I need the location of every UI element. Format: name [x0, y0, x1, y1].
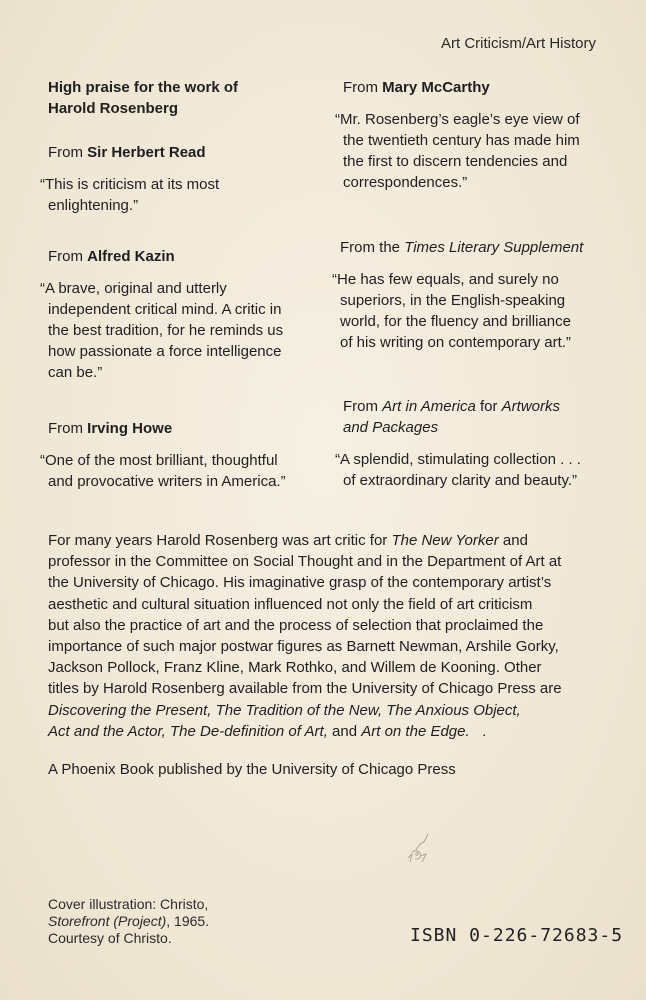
- source-name: Times Literary Supplement: [404, 239, 584, 256]
- from-label: From: [48, 420, 88, 437]
- praise-heading: [48, 77, 318, 119]
- bio-line: Jackson Pollock, Franz Kline, Mark Rothko, and Willem de Kooning. Other: [48, 659, 542, 677]
- blurb-quote: [335, 109, 613, 193]
- source-name: Alfred Kazin: [87, 248, 175, 265]
- quote-line: “He has few equals, and surely no: [332, 271, 559, 288]
- praise-heading-line: Harold Rosenberg: [48, 100, 179, 117]
- quote-line: independent critical mind. A critic in: [48, 301, 282, 318]
- for-label: for: [475, 398, 502, 415]
- book-title: Art on the Edge.: [361, 722, 470, 740]
- bio-line: [48, 530, 608, 551]
- magazine-title: The New Yorker: [391, 532, 499, 549]
- bio-line: importance of such major postwar figures as Barnett Newman, Arshile Gorky,: [48, 638, 559, 656]
- praise-heading-line: High praise for the work of: [48, 79, 239, 96]
- bio-line: [48, 721, 608, 742]
- bio-text: and: [327, 722, 362, 740]
- quote-line: “Mr. Rosenberg’s eagle’s eye view of: [335, 111, 580, 128]
- blurb-source: [48, 142, 318, 163]
- artwork-title: Storefront (Project): [48, 913, 167, 929]
- blurb-quote: [335, 449, 613, 491]
- cover-credit: [48, 896, 209, 947]
- blurb-mccarthy: [335, 77, 613, 193]
- bio-line: Discovering the Present, The Tradition of the New, The Anxious Object,: [48, 701, 521, 719]
- book-title: Artworks: [501, 398, 560, 415]
- bio-text: For many years Harold Rosenberg was art critic for: [48, 532, 392, 549]
- quote-line: world, for the fluency and brilliance: [340, 313, 571, 330]
- blurb-quote: [332, 269, 610, 353]
- quote-line: the best tradition, for he reminds us: [48, 322, 284, 339]
- quote-line: of his writing on contemporary art.”: [340, 334, 571, 351]
- bio-text: and: [498, 532, 528, 549]
- category-label: Art Criticism/Art History: [441, 35, 596, 52]
- credit-line: Cover illustration: Christo,: [48, 896, 209, 912]
- blurb-source-cont: [343, 417, 613, 438]
- author-bio: [48, 530, 608, 742]
- from-label: From: [48, 144, 88, 161]
- book-title: and Packages: [343, 419, 439, 436]
- blurb-source: [48, 418, 318, 439]
- quote-line: “One of the most brilliant, thoughtful: [40, 452, 278, 469]
- source-name: Mary McCarthy: [382, 79, 490, 96]
- blurb-quote: [40, 278, 318, 383]
- blurb-source: [343, 396, 613, 417]
- blurb-source: [340, 237, 610, 258]
- credit-text: , 1965.: [166, 913, 210, 929]
- bio-text: .: [469, 722, 487, 740]
- bio-line: titles by Harold Rosenberg available from the University of Chicago Press are: [48, 680, 562, 698]
- bio-line: the University of Chicago. His imaginative grasp of the contemporary artist’s: [48, 574, 552, 592]
- quote-line: how passionate a force intelligence: [48, 343, 282, 360]
- blurb-art-in-america: [335, 396, 613, 491]
- source-name: Irving Howe: [87, 420, 173, 437]
- from-label: From the: [340, 239, 405, 256]
- blurb-kazin: [40, 246, 318, 383]
- bio-line: aesthetic and cultural situation influenced not only the field of art criticism: [48, 595, 533, 613]
- quote-line: superiors, in the English-speaking: [340, 292, 566, 309]
- quote-line: “A splendid, stimulating collection . . .: [335, 451, 581, 468]
- bio-line: professor in the Committee on Social Thought and in the Department of Art at: [48, 553, 562, 571]
- quote-line: the first to discern tendencies and: [343, 153, 568, 170]
- from-label: From: [343, 398, 383, 415]
- quote-line: of extraordinary clarity and beauty.”: [343, 472, 578, 489]
- book-titles: Act and the Actor, The De-definition of Art,: [48, 722, 328, 740]
- quote-line: the twentieth century has made him: [343, 132, 580, 149]
- blurb-howe: [40, 418, 318, 492]
- quote-line: “A brave, original and utterly: [40, 280, 227, 297]
- credit-line: Courtesy of Christo.: [48, 930, 172, 946]
- blurb-quote: [40, 450, 318, 492]
- quote-line: and provocative writers in America.”: [48, 473, 286, 490]
- credit-line: [48, 913, 209, 930]
- source-name: Sir Herbert Read: [87, 144, 206, 161]
- quote-line: can be.”: [48, 364, 103, 381]
- blurb-quote: [40, 174, 318, 216]
- quote-line: enlightening.”: [48, 197, 139, 214]
- isbn-label: ISBN 0-226-72683-5: [410, 925, 624, 946]
- blurb-source: [48, 246, 318, 267]
- from-label: From: [343, 79, 383, 96]
- blurb-read: [40, 142, 318, 216]
- bio-line: but also the practice of art and the process of selection that proclaimed the: [48, 616, 544, 634]
- quote-line: “This is criticism at its most: [40, 176, 220, 193]
- blurb-source: [343, 77, 613, 98]
- from-label: From: [48, 248, 88, 265]
- publisher-line: A Phoenix Book published by the University of Chicago Press: [48, 761, 456, 778]
- source-name: Art in America: [382, 398, 476, 415]
- blurb-tls: [332, 237, 610, 353]
- phoenix-emblem-icon: [402, 832, 436, 868]
- quote-line: correspondences.”: [343, 174, 468, 191]
